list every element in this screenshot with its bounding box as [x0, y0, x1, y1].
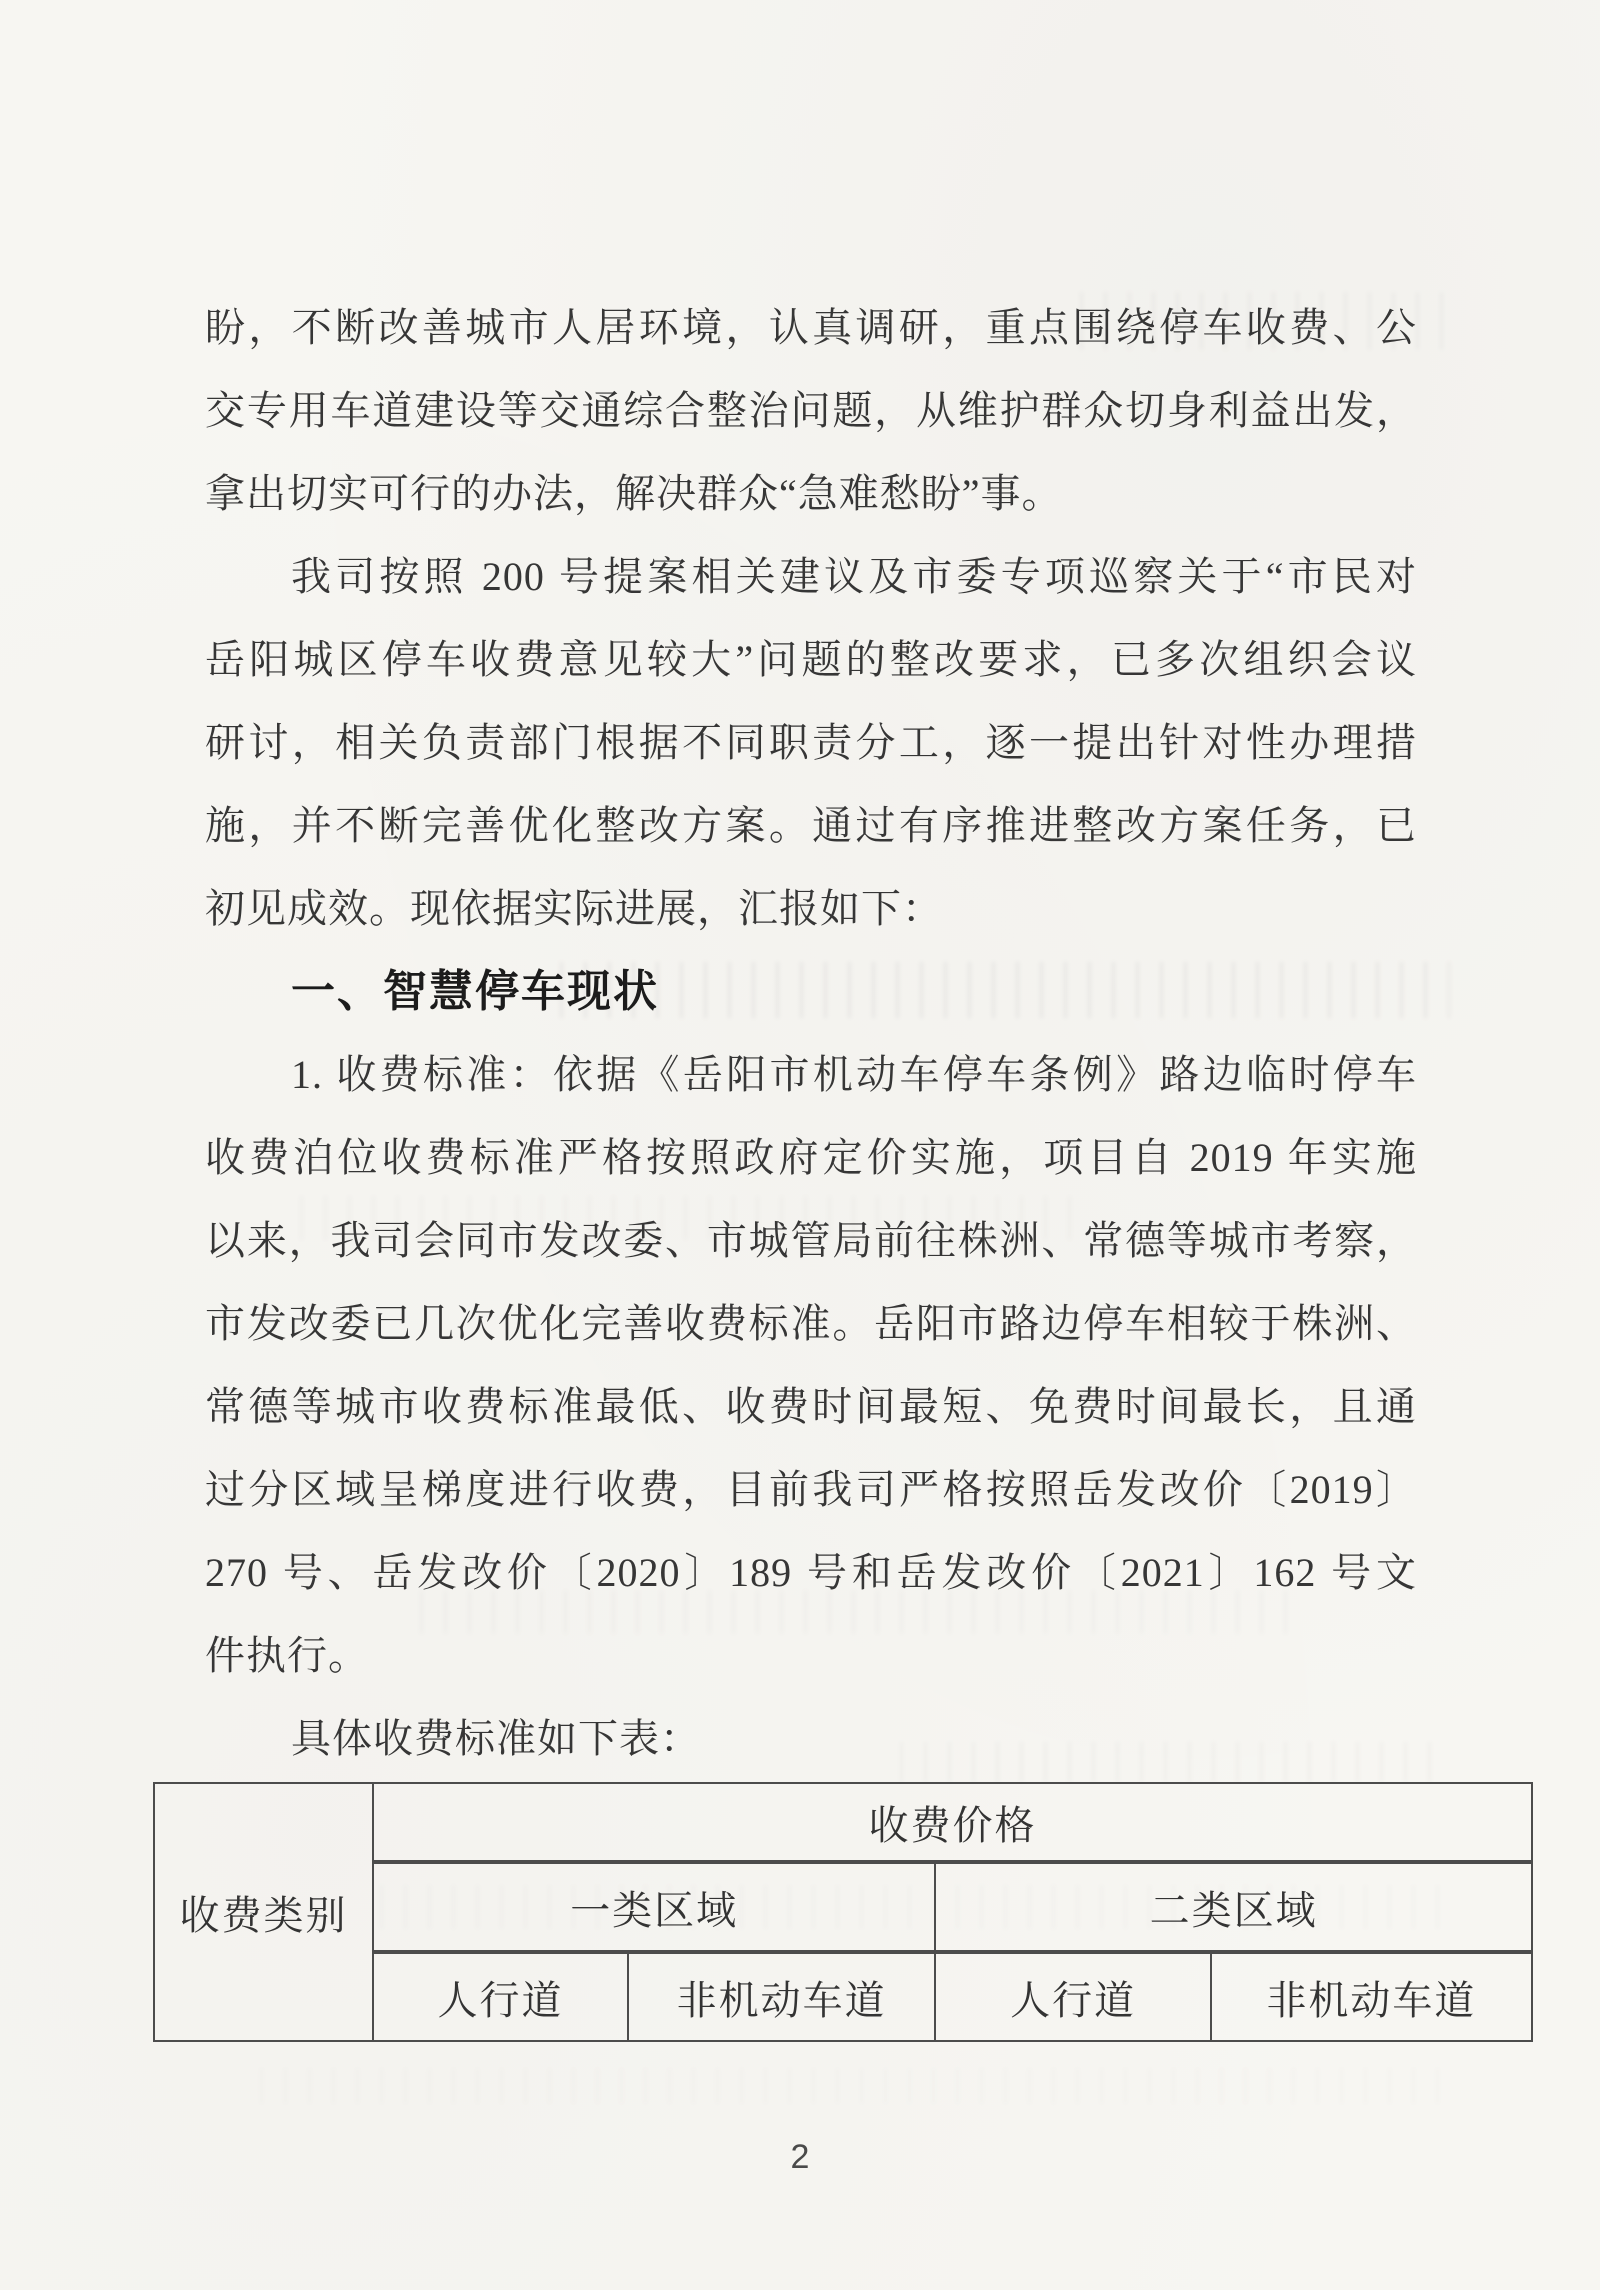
fee-table-zone1-header: 一类区域 — [373, 1862, 935, 1952]
table-caption: 具体收费标准如下表： — [291, 1716, 701, 1761]
fee-table-subcol-sidewalk-zone2: 人行道 — [935, 1952, 1211, 2041]
body-line: 过分区域呈梯度进行收费，目前我司严格按照岳发改价〔2019〕 — [205, 1467, 1417, 1512]
fee-table-subcol-nonmotor-zone2: 非机动车道 — [1211, 1952, 1532, 2041]
body-line: 岳阳城区停车收费意见较大”问题的整改要求，已多次组织会议 — [205, 637, 1417, 682]
page-number: 2 — [790, 2138, 810, 2176]
fee-table-zone2-header: 二类区域 — [935, 1862, 1532, 1952]
fee-table-subcol-nonmotor-zone1: 非机动车道 — [628, 1952, 935, 2041]
body-line: 我司按照 200 号提案相关建议及市委专项巡察关于“市民对 — [291, 554, 1417, 599]
body-line: 件执行。 — [205, 1633, 369, 1678]
body-line: 施，并不断完善优化整改方案。通过有序推进整改方案任务，已 — [205, 803, 1417, 848]
body-line: 市发改委已几次优化完善收费标准。岳阳市路边停车相较于株洲、 — [205, 1301, 1417, 1346]
body-line: 收费泊位收费标准严格按照政府定价实施，项目自 2019 年实施 — [205, 1135, 1417, 1180]
section-heading: 一、智慧停车现状 — [291, 967, 659, 1016]
fee-table — [153, 1782, 1533, 2042]
body-line: 拿出切实可行的办法，解决群众“急难愁盼”事。 — [205, 471, 1063, 516]
fee-table-subcol-sidewalk-zone1: 人行道 — [373, 1952, 628, 2041]
body-text — [205, 286, 1417, 1780]
body-line: 初见成效。现依据实际进展，汇报如下： — [205, 886, 943, 931]
body-line: 研讨，相关负责部门根据不同职责分工，逐一提出针对性办理措 — [205, 720, 1417, 765]
fee-table-price-header: 收费价格 — [373, 1783, 1532, 1862]
body-line: 以来，我司会同市发改委、市城管局前往株洲、常德等城市考察， — [205, 1218, 1417, 1263]
body-line: 常德等城市收费标准最低、收费时间最短、免费时间最长，且通 — [205, 1384, 1417, 1429]
body-line: 1. 收费标准：依据《岳阳市机动车停车条例》路边临时停车 — [291, 1052, 1417, 1097]
body-line: 270 号、岳发改价〔2020〕189 号和岳发改价〔2021〕162 号文 — [205, 1550, 1417, 1595]
scan-bleed-artifact — [260, 2068, 1440, 2104]
body-line: 盼，不断改善城市人居环境，认真调研，重点围绕停车收费、公 — [205, 305, 1417, 350]
body-line: 交专用车道建设等交通综合整治问题，从维护群众切身利益出发， — [205, 388, 1417, 433]
fee-table-category-header: 收费类别 — [154, 1783, 373, 2041]
